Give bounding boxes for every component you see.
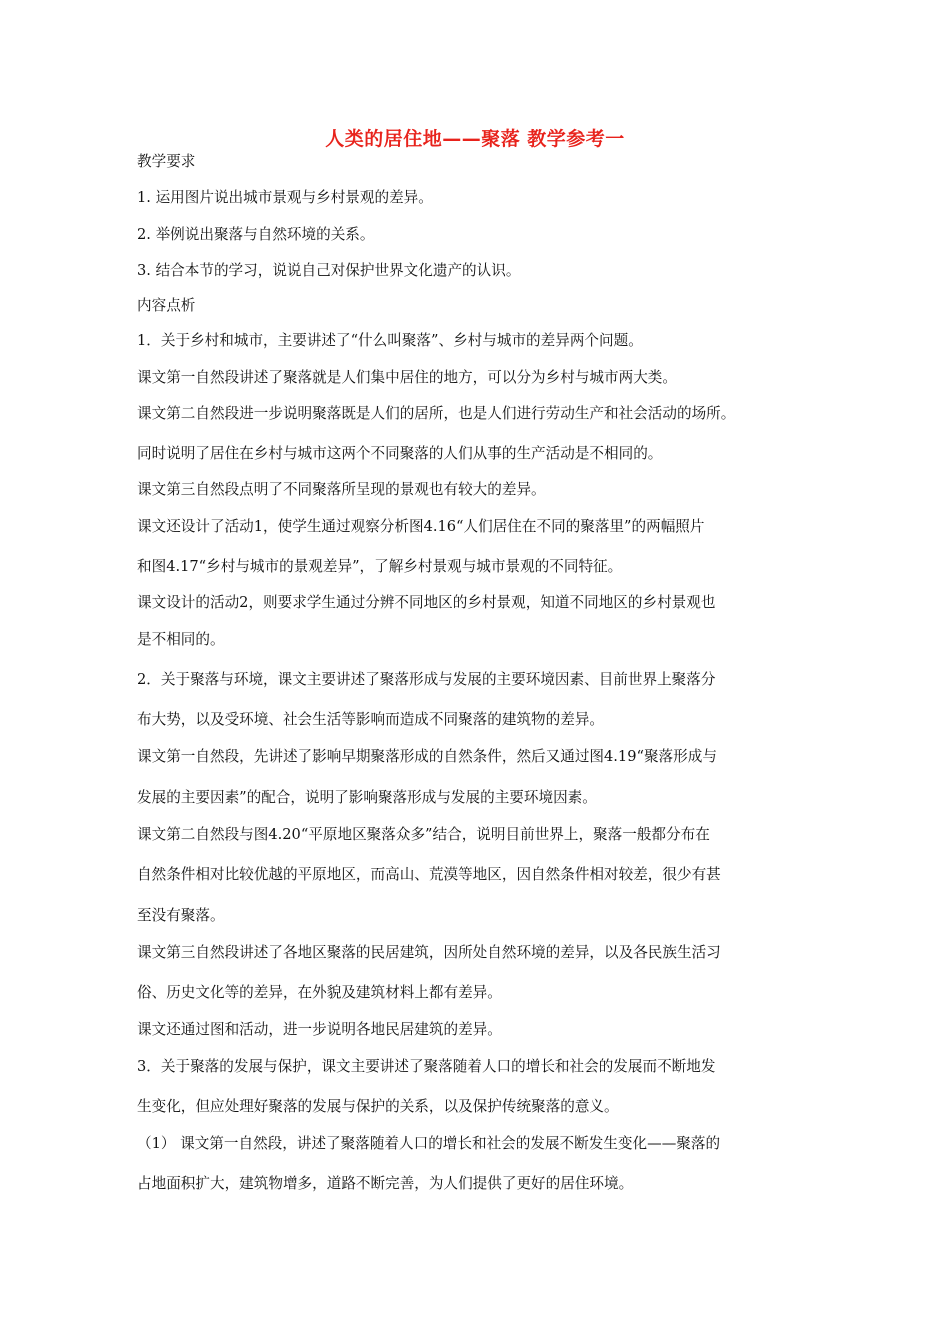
text-line: 占地面积扩大，建筑物增多，道路不断完善，为人们提供了更好的居住环境。 — [137, 1175, 634, 1192]
text-line: 1. 运用图片说出城市景观与乡村景观的差异。 — [137, 189, 433, 206]
text-line: （1） 课文第一自然段，讲述了聚落随着人口的增长和社会的发展不断发生变化——聚落的 — [137, 1135, 721, 1152]
text-line: 生变化，但应处理好聚落的发展与保护的关系，以及保护传统聚落的意义。 — [137, 1098, 619, 1115]
text-line: 课文第二自然段进一步说明聚落既是人们的居所，也是人们进行劳动生产和社会活动的场所。 — [137, 405, 736, 422]
text-line: 课文设计的活动2，则要求学生通过分辨不同地区的乡村景观，知道不同地区的乡村景观也 — [137, 594, 716, 611]
text-line: 3. 结合本节的学习，说说自己对保护世界文化遗产的认识。 — [137, 262, 521, 279]
text-line: 课文第一自然段，先讲述了影响早期聚落形成的自然条件，然后又通过图4.19“聚落形成与 — [137, 748, 717, 765]
section-heading: 内容点析 — [137, 297, 196, 314]
text-line: 布大势，以及受环境、社会生活等影响而造成不同聚落的建筑物的差异。 — [137, 711, 605, 728]
section-heading: 教学要求 — [137, 153, 196, 170]
text-line: 自然条件相对比较优越的平原地区，而高山、荒漠等地区，因自然条件相对较差，很少有甚 — [137, 866, 721, 883]
text-line: 1．关于乡村和城市，主要讲述了“什么叫聚落”、乡村与城市的差异两个问题。 — [137, 332, 643, 349]
text-line: 课文还设计了活动1，使学生通过观察分析图4.16“人们居住在不同的聚落里”的两幅照片 — [137, 518, 705, 535]
text-line: 发展的主要因素”的配合，说明了影响聚落形成与发展的主要环境因素。 — [137, 789, 597, 806]
text-line: 3．关于聚落的发展与保护，课文主要讲述了聚落随着人口的增长和社会的发展而不断地发 — [137, 1058, 716, 1075]
text-line: 课文第一自然段讲述了聚落就是人们集中居住的地方，可以分为乡村与城市两大类。 — [137, 369, 677, 386]
text-line: 俗、历史文化等的差异，在外貌及建筑材料上都有差异。 — [137, 984, 502, 1001]
document-title: 人类的居住地——聚落 教学参考一 — [325, 128, 625, 150]
text-line: 2．关于聚落与环境，课文主要讲述了聚落形成与发展的主要环境因素、目前世界上聚落分 — [137, 671, 716, 688]
text-line: 课文第二自然段与图4.20“平原地区聚落众多”结合，说明目前世界上，聚落一般都分布在 — [137, 826, 710, 843]
text-line: 至没有聚落。 — [137, 907, 225, 924]
text-line: 课文还通过图和活动，进一步说明各地民居建筑的差异。 — [137, 1021, 502, 1038]
text-line: 课文第三自然段讲述了各地区聚落的民居建筑，因所处自然环境的差异，以及各民族生活习 — [137, 944, 721, 961]
text-line: 2. 举例说出聚落与自然环境的关系。 — [137, 226, 375, 243]
text-line: 是不相同的。 — [137, 631, 225, 648]
text-line: 课文第三自然段点明了不同聚落所呈现的景观也有较大的差异。 — [137, 481, 546, 498]
text-line: 和图4.17“乡村与城市的景观差异”，了解乡村景观与城市景观的不同特征。 — [137, 558, 623, 575]
text-line: 同时说明了居住在乡村与城市这两个不同聚落的人们从事的生产活动是不相同的。 — [137, 445, 663, 462]
